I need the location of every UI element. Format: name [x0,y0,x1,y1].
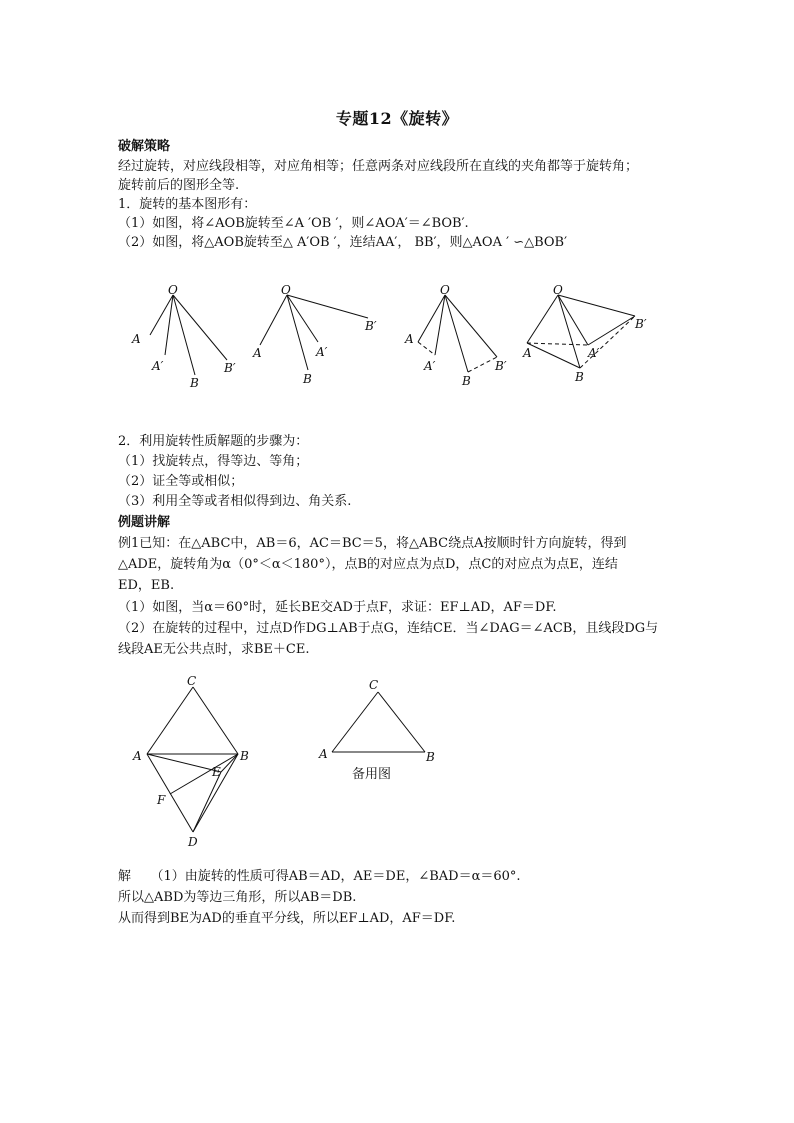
strategy-step-2: （2）证全等或相似； [118,474,244,489]
label-A: A [133,749,142,763]
figure-spare [315,672,445,787]
example-heading: 例题讲解 [118,515,171,530]
example-question-1: （1）如图，当α＝60°时，延长BE交AD于点F，求证：EF⊥AD，AF＝DF. [118,600,557,615]
strategy-line-2: 旋转前后的图形全等. [118,178,240,193]
label-B-prime: B′ [635,317,647,331]
strategy-item-1: 1．旋转的基本图形有： [118,197,257,212]
figure-example-main [125,672,265,852]
label-B-prime: B′ [224,361,236,375]
label-A: A [523,346,532,360]
figure-angle-rotation-2 [250,280,390,390]
label-B: B [426,750,435,764]
label-A-prime: A′ [316,345,328,359]
example-para-2: △ADE，旋转角为α（0°＜α＜180°），点B的对应点为点D，点C的对应点为点E，连结 [118,557,618,572]
label-B: B [190,376,199,390]
label-A: A [132,332,141,346]
label-B-prime: B′ [495,359,507,373]
label-O: O [281,283,291,297]
solution-line-1: 解 （1）由旋转的性质可得AB＝AD，AE＝DE，∠BAD＝α＝60°. [118,869,521,884]
label-A: A [253,346,262,360]
example-para-3: ED，EB. [118,578,175,593]
label-O: O [553,283,563,297]
label-A: A [319,747,328,761]
figure-angle-rotation-1 [120,280,250,390]
label-B: B [575,370,584,384]
label-O: O [440,283,450,297]
label-B: B [303,372,312,386]
label-O: O [168,283,178,297]
solution-line-3: 从而得到BE为AD的垂直平分线，所以EF⊥AD，AF＝DF. [118,911,456,926]
label-D: D [188,835,198,849]
strategy-step-1: （1）找旋转点，得等边、等角； [118,454,309,469]
label-A-prime: A′ [152,359,164,373]
strategy-item-2: 2．利用旋转性质解题的步骤为： [118,434,309,449]
page-title: 专题12《旋转》 [335,109,459,128]
label-C: C [369,678,379,692]
strategy-heading: 破解策略 [118,139,171,154]
strategy-step-3: （3）利用全等或者相似得到边、角关系. [118,494,352,509]
figure-triangle-rotation-1 [400,280,520,390]
strategy-item-1a: （1）如图，将∠AOB旋转至∠A ′OB ′，则∠AOA′＝∠BOB′. [118,216,469,231]
strategy-item-1b: （2）如图，将△AOB旋转至△ A′OB ′，连结AA′， BB′，则△AOA ′ ∽△BOB′ [118,235,568,250]
figure-triangle-rotation-2 [515,280,655,390]
label-E: E [212,765,221,779]
label-A-prime: A′ [424,359,436,373]
example-question-2b: 线段AE无公共点时，求BE＋CE. [118,642,310,657]
label-B: B [240,749,249,763]
solution-line-2: 所以△ABD为等边三角形，所以AB＝DB. [118,890,357,905]
label-A: A [405,332,414,346]
example-para-1: 例1已知：在△ABC中，AB＝6，AC＝BC＝5，将△ABC绕点A按顺时针方向旋转，得到 [118,536,627,551]
label-B: B [462,374,471,388]
label-A-prime: A′ [588,346,600,360]
spare-figure-caption: 备用图 [352,767,392,782]
label-B-prime: B′ [365,319,377,333]
label-F: F [157,793,166,807]
label-C: C [187,674,197,688]
example-question-2a: （2）在旋转的过程中，过点D作DG⊥AB于点G，连结CE．当∠DAG＝∠ACB，且线段DG与 [118,621,659,636]
strategy-line-1: 经过旋转，对应线段相等，对应角相等；任意两条对应线段所在直线的夹角都等于旋转角； [118,159,639,174]
